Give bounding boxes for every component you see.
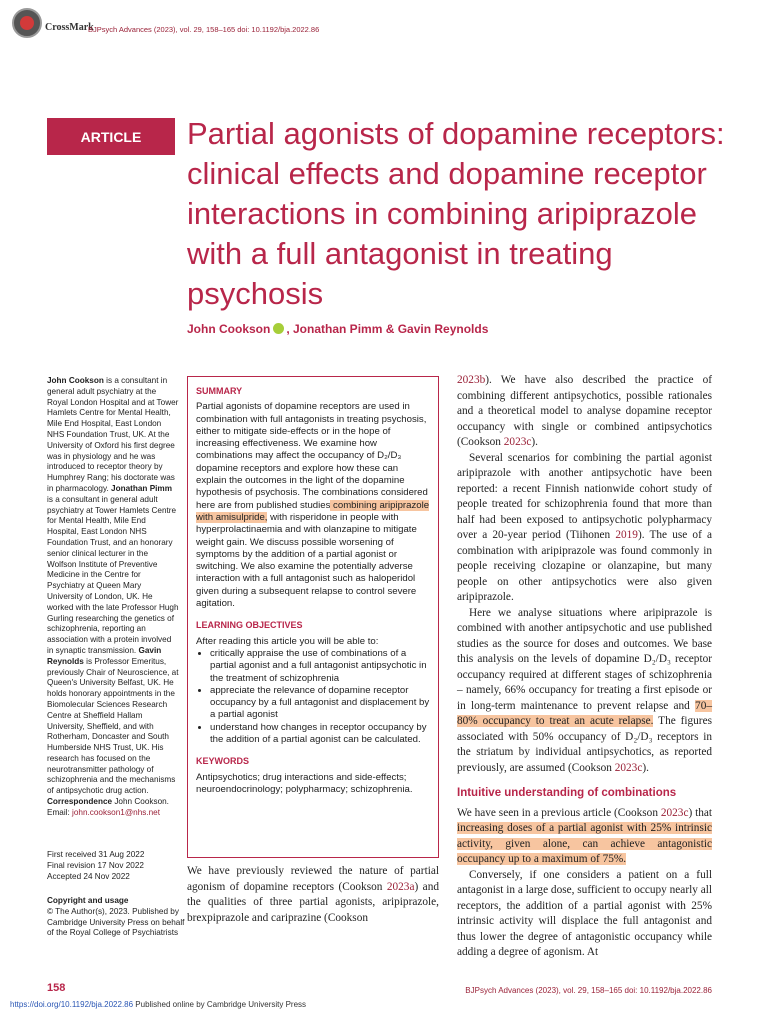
objectives-intro: After reading this article you will be able to:: [196, 635, 379, 647]
footer-citation: BJPsych Advances (2023), vol. 29, 158–165 doi: 10.1192/bja.2022.86: [465, 986, 712, 995]
summary-part-1: Partial agonists of dopamine receptors are used in combination with full antagonists in treating psychosis, either to mitigate side-effects or in the hope of increasing effectiveness. We examine how combinations may affect the occupancy of D₂/D₃ dopamine receptors and explore how these can explain the outcomes in the light of the dopamine hypothesis of psychosis. The combinations considered here are from published studies: [196, 401, 428, 511]
paragraph-4-text-b: ) that: [688, 806, 713, 819]
paragraph-5: Conversely, if one considers a patient on a full antagonist in a large dose, sufficient to occupy nearly all receptors, the addition of a partial agonist with 25% intrinsic activity will displace the full antagonist and thus lower the degree of antagonistic occupancy while adding a degree of agonism. At: [457, 868, 712, 958]
paragraph-3-text-b: The figures associated with 50% occupancy of D₂/D₃ receptors in the striatum by individual antipsychotics, as reported previously, are assumed (Cookson: [457, 715, 712, 774]
crossmark-label[interactable]: CrossMark: [45, 22, 94, 33]
paragraph-3-text-a: Here we analyse situations where aripiprazole is combined with another antipsychotic and use published studies as the source for doses and outcomes. We base this analysis on the levels of dopamine D₂/D₃ receptor occupancy required at different stages of schizophrenia – namely, 66% occupancy for treating a first episode or in long-term maintenance to prevent relapse and: [457, 606, 712, 712]
ref-link[interactable]: 2023c: [614, 761, 643, 774]
article-title: Partial agonists of dopamine receptors: clinical effects and dopamine receptor interactions in combining aripiprazole with a full antagonist in treating psychosis: [187, 116, 725, 311]
paragraph-1: [457, 373, 712, 451]
summary-box: [187, 376, 439, 858]
keywords-heading: KEYWORDS: [196, 756, 250, 767]
intro-text: We have previously reviewed the nature of partial agonism of dopamine receptors (Cookson: [187, 865, 439, 893]
date-received: First received 31 Aug 2022: [47, 850, 145, 859]
author-line: [187, 322, 488, 336]
objective-item: • critically appraise the use of combinations of a partial agonist and a full antagonist antipsychotic in the treatment of schizophrenia: [210, 648, 430, 685]
ref-link[interactable]: 2023a: [386, 880, 415, 893]
summary-heading: SUMMARY: [196, 386, 243, 396]
bottom-bar: [0, 1000, 768, 1009]
intro-paragraph: [187, 864, 439, 926]
paragraph-4: [457, 806, 712, 868]
ref-link[interactable]: 2023c: [660, 806, 689, 819]
objectives-list: [196, 648, 430, 746]
body-column-left: [187, 864, 439, 926]
paragraph-3-highlight: 70–80% occupancy to treat an acute relapse.: [457, 699, 712, 727]
correspondence-label: Correspondence: [47, 797, 113, 807]
keywords-text: Antipsychotics; drug interactions and side-effects; neuroendocrinology; polypharmacy; schizophrenia.: [196, 771, 413, 795]
objectives-heading: LEARNING OBJECTIVES: [196, 620, 303, 631]
author-bios: [47, 376, 179, 819]
intro-text-2: ) and the qualities of three partial agonists, aripiprazole, brexpiprazole and cariprazine (Cookson: [187, 880, 439, 924]
objective-item: • understand how changes in receptor occupancy by the addition of a partial agonist can be calculated.: [210, 722, 430, 747]
orcid-icon[interactable]: [273, 323, 284, 334]
ref-link[interactable]: 2019: [615, 529, 638, 541]
summary-part-2: with risperidone in people with hyperprolactinaemia and with olanzapine to mitigate weight gain. We discuss possible worsening of symptoms by the addition of a partial agonist or switching. We also examine the potentially adverse interaction with a full antagonist such as haloperidol given during a subsequent relapse to control severe agitation.: [196, 511, 417, 610]
crossmark-logo[interactable]: [12, 8, 42, 38]
email-link[interactable]: john.cookson1@nhs.net: [72, 807, 161, 817]
paragraph-1-end: ).: [531, 436, 538, 448]
date-revised: Final revision 17 Nov 2022: [47, 861, 144, 870]
bio-name-1: John Cookson: [47, 376, 104, 385]
body-column-right: [457, 373, 712, 961]
paragraph-2: [457, 451, 712, 606]
header-citation: BJPsych Advances (2023), vol. 29, 158–165 doi: 10.1192/bja.2022.86: [88, 25, 320, 34]
learning-objectives: [196, 619, 430, 746]
bio-name-3: Gavin Reynolds: [47, 645, 162, 666]
published-text: Published online by Cambridge University Press: [133, 1000, 307, 1009]
author-rest: , Jonathan Pimm & Gavin Reynolds: [286, 322, 489, 336]
copyright-block: [47, 896, 187, 939]
doi-link[interactable]: https://doi.org/10.1192/bja.2022.86: [10, 1000, 134, 1009]
bio-text-1: is a consultant in general adult psychiatry at the Royal London Hospital and at Tower Hamlets Centre for Mental Health, Mile End Hospital, East London NHS Foundation Trust, UK. At the University of Oxford his first degree was in physiology and he was introduced to receptor theory by Humphrey Rang; his doctorate was in pharmacology.: [47, 376, 179, 493]
paragraph-2-end: ). The use of a combination with aripiprazole was found commonly in people receiving clozapine or olanzapine, but many people on other antipsychotics were also given aripiprazole.: [457, 529, 712, 603]
bio-name-2: Jonathan Pimm: [111, 483, 172, 493]
bio-text-2: is a consultant in general adult psychiatry at Tower Hamlets Centre for Mental Health, Mile End Hospital, East London NHS Foundation Trust, and an honorary senior clinical lecturer in the Wolfson Institute of Preventive Medicine in the Centre for Psychiatry at Queen Mary University of London, UK. He worked with the late Professor Hugh Gurling researching the genetics of schizophrenia, reporting an association with a protein involved in synaptic transmission.: [47, 494, 179, 655]
paragraph-3-end: ).: [642, 761, 649, 774]
date-accepted: Accepted 24 Nov 2022: [47, 872, 130, 881]
author-first[interactable]: John Cookson: [187, 322, 271, 336]
article-dates: [47, 849, 144, 882]
summary-highlight: combining aripiprazole with amisulpride,: [196, 499, 430, 523]
paragraph-4-text-a: We have seen in a previous article (Cookson: [457, 806, 661, 819]
summary-text: [196, 401, 430, 610]
copyright-text: © The Author(s), 2023. Published by Cambridge University Press on behalf of the Royal College of Psychiatrists: [47, 906, 185, 938]
paragraph-2-text: Several scenarios for combining the partial agonist aripiprazole with another antipsychotic have been reported: a recent Finnish nationwide cohort study of people treated for schizophrenia found that more than half had been exposed to antipsychotic polypharmacy over a 20-year period (Tiihonen: [457, 451, 712, 541]
section-heading: Intuitive understanding of combinations: [457, 787, 677, 799]
copyright-heading: Copyright and usage: [47, 896, 129, 905]
bio-text-3: is Professor Emeritus, previously Chair of Neuroscience, at Queen's University Belfast, UK. He holds honorary appointments in the Biomolecular Sciences Research Centre at Sheffield Hallam University, Sheffield, and with Rotherham, Doncaster and South Humberside NHS Trust, UK. His research has focused on the neurotransmitter pathology of schizophrenia and the mechanisms of antipsychotic drug action.: [47, 656, 179, 796]
correspondence-name: John Cookson.: [112, 797, 169, 807]
article-type-badge: ARTICLE: [47, 118, 175, 155]
keywords-section: [196, 755, 430, 796]
paragraph-4-highlight: increasing doses of a partial agonist with 25% intrinsic activity, given alone, can achieve antagonistic occupancy up to a maximum of 75%.: [457, 822, 712, 865]
email-label: Email:: [47, 807, 73, 817]
ref-link[interactable]: 2023c: [503, 436, 532, 448]
objective-item: • appreciate the relevance of dopamine receptor occupancy by a full antagonist and displacement by a partial agonist: [210, 685, 430, 722]
ref-link[interactable]: 2023b: [457, 374, 486, 386]
paragraph-3: [457, 606, 712, 777]
page-number: 158: [47, 982, 66, 994]
paragraph-1-text: ). We have also described the practice of combining different antipsychotics, possible rationales and a theoretical model to analyse dopamine receptor occupancy with single or combined antipsychotics (Cookson: [457, 374, 712, 448]
